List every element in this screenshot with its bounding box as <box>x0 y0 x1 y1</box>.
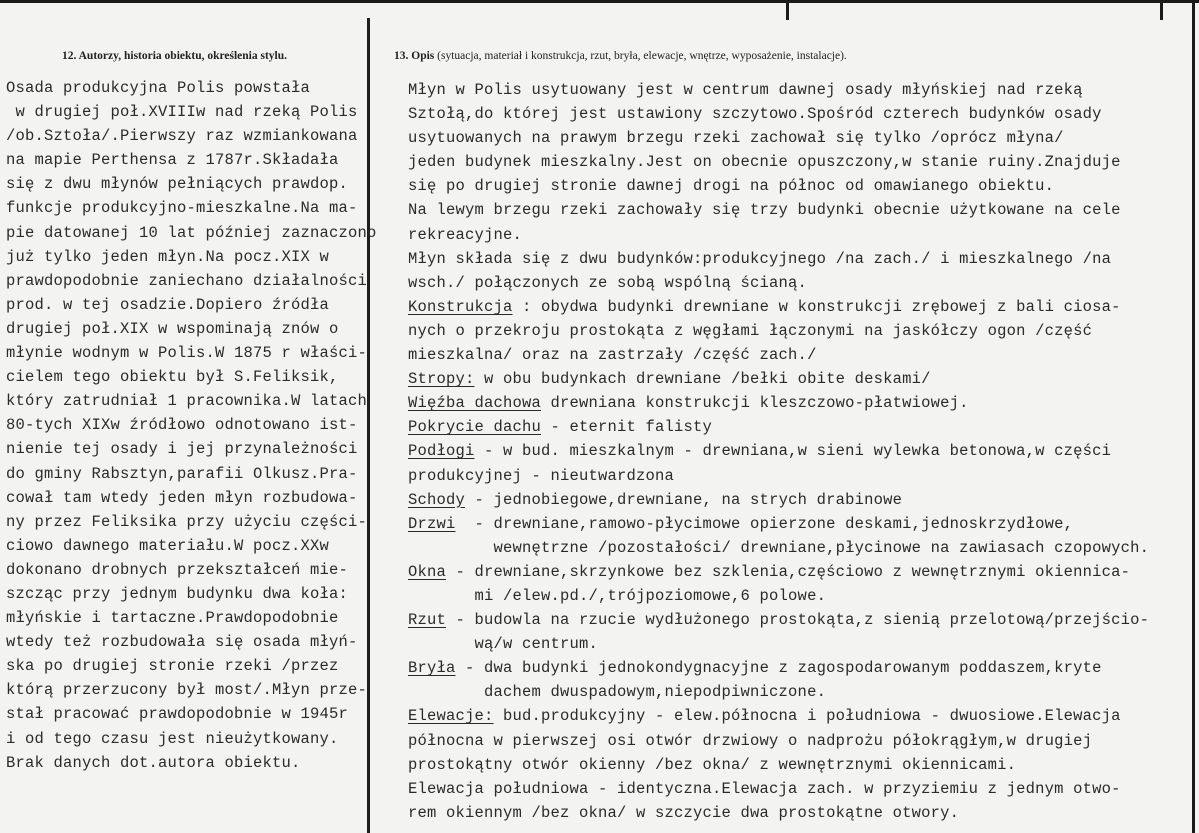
text-line: Brak danych dot.autora obiektu. <box>6 753 301 772</box>
text-line <box>408 126 1193 150</box>
text-line <box>408 632 1193 656</box>
text-line <box>408 415 1193 439</box>
text-line: dokonano drobnych przekształceń mie- <box>6 560 349 579</box>
line-text: - dwa budynki jednokondygnacyjne z zagospodarowanym poddaszem,kryte <box>455 659 1102 678</box>
text-line <box>408 198 1193 222</box>
line-text: Młyn składa się z dwu budynków:produkcyjnego /na zach./ i mieszkalnego /na <box>408 249 1112 268</box>
description-text-column <box>408 78 1193 825</box>
text-line: funkcje produkcyjno-mieszkalne.Na ma- <box>6 199 358 218</box>
text-line: stał pracować prawdopodobnie w 1945r <box>6 705 349 724</box>
line-text: mi /elew.pd./,trójpoziomowe,6 polowe. <box>408 586 827 605</box>
text-line <box>408 247 1193 271</box>
line-text: : obydwa budynki drewniane w konstrukcji zrębowej z bali ciosa- <box>512 297 1121 316</box>
top-tick-mark <box>1160 0 1163 20</box>
text-line <box>408 488 1193 512</box>
text-line <box>408 102 1193 126</box>
text-line <box>408 391 1193 415</box>
line-text: bud.produkcyjny - elew.północna i południowa - dwuosiowe.Elewacja <box>493 707 1121 726</box>
text-line <box>408 536 1193 560</box>
line-text: - drewniane,skrzynkowe bez szklenia,częściowo z wewnętrznymi okiennica- <box>446 562 1131 581</box>
text-line <box>408 704 1193 728</box>
text-line: ska po drugiej stronie rzeki /przez <box>6 657 339 676</box>
line-text: nych o przekroju prostokąta z węgłami łączonymi na jaskółczy ogon /część <box>408 321 1093 340</box>
text-line: młyńskie i tartaczne.Prawdopodobnie <box>6 609 339 628</box>
text-line <box>408 439 1193 463</box>
text-line: prawdopodobnie zaniechano działalności <box>6 271 368 290</box>
line-text: - w bud. mieszkalnym - drewniana,w sieni wylewka betonowa,w części <box>474 442 1112 461</box>
text-line: młynie wodnym w Polis.W 1875 r właści- <box>6 344 368 363</box>
text-line <box>408 464 1193 488</box>
text-line <box>408 271 1193 295</box>
line-text: Na lewym brzegu rzeki zachowały się trzy budynki obecnie użytkowane na cele <box>408 201 1121 220</box>
text-line <box>408 753 1193 777</box>
text-line <box>408 801 1193 825</box>
section-label: Schody <box>408 490 466 509</box>
text-line <box>408 150 1193 174</box>
line-text: - eternit falisty <box>541 418 713 437</box>
text-line <box>408 584 1193 608</box>
text-line: na mapie Perthensa z 1787r.Składała <box>6 151 339 170</box>
top-tick-mark <box>786 0 789 20</box>
section-label: Rzut <box>408 611 447 630</box>
text-line <box>408 174 1193 198</box>
line-text: mieszkalna/ oraz na zastrzały /część zach./ <box>408 346 817 365</box>
left-section-header <box>62 50 287 62</box>
line-text: - drewniane,ramowo-płycimowe opierzone deskami,jednoskrzydłowe, <box>455 514 1074 533</box>
section-number: 12. <box>62 50 77 62</box>
text-line: 80-tych XIXw źródłowo odnotowano ist- <box>6 416 358 435</box>
line-text: - budowla na rzucie wydłużonego prostokąta,z sienią przelotową/przejścio- <box>446 611 1150 630</box>
text-line <box>408 680 1193 704</box>
line-text: rekreacyjne. <box>408 225 523 244</box>
line-text: wewnętrzne /pozostałości/ drewniane,płycinowe na zawiasach czopowych. <box>408 538 1150 557</box>
text-line: w drugiej poł.XVIIIw nad rzeką Polis <box>6 103 358 122</box>
text-line: już tylko jeden młyn.Na pocz.XIX w <box>6 247 330 266</box>
line-text: wsch./ połączonych ze sobą wspólną ścianą. <box>408 273 808 292</box>
text-line: Osada produkcyjna Polis powstała <box>6 79 311 97</box>
line-text: prostokątny otwór okienny /bez okna/ z wewnętrznymi okiennicami. <box>408 755 1017 774</box>
text-line: szcząc przy jednym budynku dwa koła: <box>6 584 349 603</box>
text-line <box>408 319 1193 343</box>
line-text: Młyn w Polis usytuowany jest w centrum dawnej osady młyńskiej nad rzeką <box>408 81 1083 99</box>
top-border-line <box>0 0 1199 3</box>
text-line <box>408 78 1193 102</box>
text-line: cował tam wtedy jeden młyn rozbudowa- <box>6 488 358 507</box>
text-line <box>408 223 1193 247</box>
text-line: /ob.Sztoła/.Pierwszy raz wzmiankowana <box>6 127 358 146</box>
line-text: rem okiennym /bez okna/ w szczycie dwa prostokątne otwory. <box>408 803 960 822</box>
section-title: Autorzy, historia obiektu, określenia stylu. <box>78 50 288 62</box>
line-text: się po drugiej stronie dawnej drogi na północ od omawianego obiektu. <box>408 177 1055 196</box>
right-section-header <box>394 50 847 62</box>
text-line <box>408 608 1193 632</box>
text-line <box>408 295 1193 319</box>
text-line <box>408 777 1193 801</box>
section-label: Pokrycie dachu <box>408 418 542 437</box>
text-line <box>408 343 1193 367</box>
text-line: i od tego czasu jest nieużytkowany. <box>6 729 339 748</box>
section-label: Stropy: <box>408 370 475 389</box>
section-label: Drzwi <box>408 514 456 533</box>
text-line: ny przez Feliksika przy użyciu części- <box>6 512 368 531</box>
line-text: usytuowanych na prawym brzegu rzeki zachował się tylko /oprócz młyna/ <box>408 129 1064 148</box>
text-line <box>408 512 1193 536</box>
line-text: - jednobiegowe,drewniane, na strych drabinowe <box>465 490 903 509</box>
text-line: wtedy też rozbudowała się osada młyń- <box>6 633 358 652</box>
line-text: Elewacja południowa - identyczna.Elewacja zach. w przyziemiu z jednym otwo- <box>408 779 1121 798</box>
line-text: w obu budynkach drewniane /bełki obite deskami/ <box>474 370 931 389</box>
text-line: nienie tej osady i jej przynależności <box>6 440 358 459</box>
text-line: do gminy Rabsztyn,parafii Olkusz.Pra- <box>6 464 358 483</box>
section-label: Elewacje: <box>408 707 494 726</box>
text-line <box>408 729 1193 753</box>
text-line: prod. w tej osadzie.Dopiero źródła <box>6 295 330 314</box>
section-label: Bryła <box>408 659 456 678</box>
section-label: Więźba dachowa <box>408 394 542 413</box>
line-text: dachem dwuspadowym,niepodpiwniczone. <box>408 683 827 702</box>
section-label: Okna <box>408 562 447 581</box>
line-text: Sztołą,do której jest ustawiony szczytowo.Spośród czterech budynków osady <box>408 105 1102 124</box>
text-line: ciowo dawnego materiału.W pocz.XXw <box>6 536 330 555</box>
section-label: Konstrukcja <box>408 297 513 316</box>
line-text: jeden budynek mieszkalny.Jest on obecnie opuszczony,w stanie ruiny.Znajduje <box>408 153 1121 172</box>
history-text-column <box>6 76 398 775</box>
text-line <box>408 656 1193 680</box>
text-line <box>408 367 1193 391</box>
text-line <box>408 560 1193 584</box>
text-line: pie datowanej 10 lat później zaznaczono <box>6 223 377 242</box>
text-line: którą przerzucony był most/.Młyn prze- <box>6 681 368 700</box>
line-text: drewniana konstrukcji kleszczowo-płatwiowej. <box>541 394 969 413</box>
section-label: Podłogi <box>408 442 475 461</box>
section-title: Opis <box>411 50 435 62</box>
text-line: który zatrudniał 1 pracownika.W latach <box>6 392 368 411</box>
section-number: 13. <box>394 50 409 62</box>
line-text: wą/w centrum. <box>408 635 599 654</box>
text-line: cielem tego obiektu był S.Feliksik, <box>6 368 339 387</box>
line-text: północna w pierwszej osi otwór drzwiowy o nadprożu półokrągłym,w drugiej <box>408 731 1093 750</box>
line-text: produkcyjnej - nieutwardzona <box>408 466 675 485</box>
text-line: drugiej poł.XIX w wspominają znów o <box>6 319 339 338</box>
text-line: się z dwu młynów pełniących prawdop. <box>6 175 349 194</box>
section-subtitle: (sytuacja, materiał i konstrukcja, rzut, bryła, elewacje, wnętrze, wyposażenie, instalacje). <box>437 50 847 62</box>
